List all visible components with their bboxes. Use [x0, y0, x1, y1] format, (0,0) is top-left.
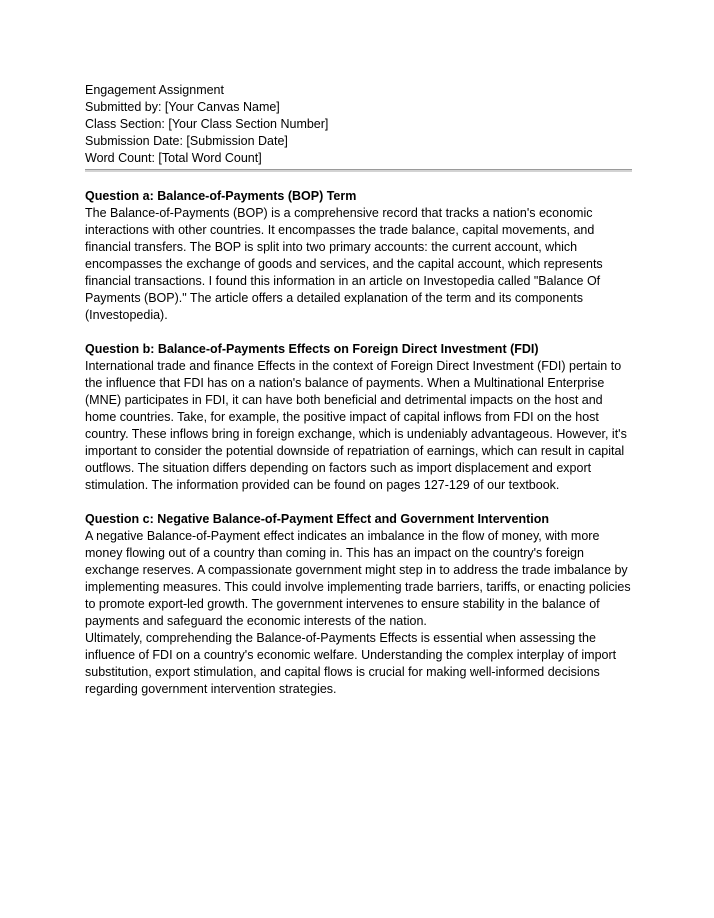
header-divider — [85, 169, 632, 172]
document-page — [85, 82, 635, 715]
question-a-paragraph: The Balance-of-Payments (BOP) is a comprehensive record that tracks a nation's economic interactions with other countries. It encompasses the trade balance, capital movements, and financial transfers. The BOP is split into two primary accounts: the current account, which encompasses the exchange of goods and services, and the capital account, which represents financial transactions. I found this information in an article on Investopedia called "Balance Of Payments (BOP)." The article offers a detailed explanation of the term and its components (Investopedia). — [85, 206, 603, 322]
question-c-paragraph: A negative Balance-of-Payment effect indicates an imbalance in the flow of money, with more money flowing out of a country than coming in. This has an impact on the country's foreign exchange reserves. A compassionate government might step in to address the trade imbalance by implementing measures. This could involve implementing trade barriers, tariffs, or enacting policies to promote export-led growth. The government intervenes to ensure stability in the balance of payments and safeguard the economic interests of the nation. — [85, 529, 631, 628]
section-question-b — [85, 341, 635, 494]
submission-date-line: Submission Date: [Submission Date] — [85, 134, 288, 148]
assignment-header — [85, 82, 635, 167]
question-c-title: Question c: Negative Balance-of-Payment Effect and Government Intervention — [85, 512, 549, 526]
word-count-line: Word Count: [Total Word Count] — [85, 151, 262, 165]
question-b-title: Question b: Balance-of-Payments Effects on Foreign Direct Investment (FDI) — [85, 342, 539, 356]
conclusion-paragraph: Ultimately, comprehending the Balance-of-Payments Effects is essential when assessing the influence of FDI on a country's economic welfare. Understanding the complex interplay of import substitution, export stimulation, and capital flows is crucial for making well-informed decisions regarding government intervention strategies. — [85, 631, 617, 696]
section-question-c — [85, 511, 635, 698]
assignment-title: Engagement Assignment — [85, 83, 224, 97]
section-question-a — [85, 188, 635, 324]
class-section-line: Class Section: [Your Class Section Number] — [85, 117, 329, 131]
question-b-paragraph: International trade and finance Effects in the context of Foreign Direct Investment (FDI) pertain to the influence that FDI has on a nation's balance of payments. When a Multinational Enterprise (MNE) participates in FDI, it can have both beneficial and detrimental impacts on the host and home countries. Take, for example, the positive impact of capital inflows from FDI on the host country. These inflows bring in foreign exchange, which is undeniably advantageous. However, it's important to consider the potential downside of repatriation of earnings, which can result in capital outflows. The situation differs depending on factors such as import displacement and export stimulation. The information provided can be found on pages 127-129 of our textbook. — [85, 359, 627, 492]
question-a-title: Question a: Balance-of-Payments (BOP) Term — [85, 189, 357, 203]
submitted-by-line: Submitted by: [Your Canvas Name] — [85, 100, 280, 114]
